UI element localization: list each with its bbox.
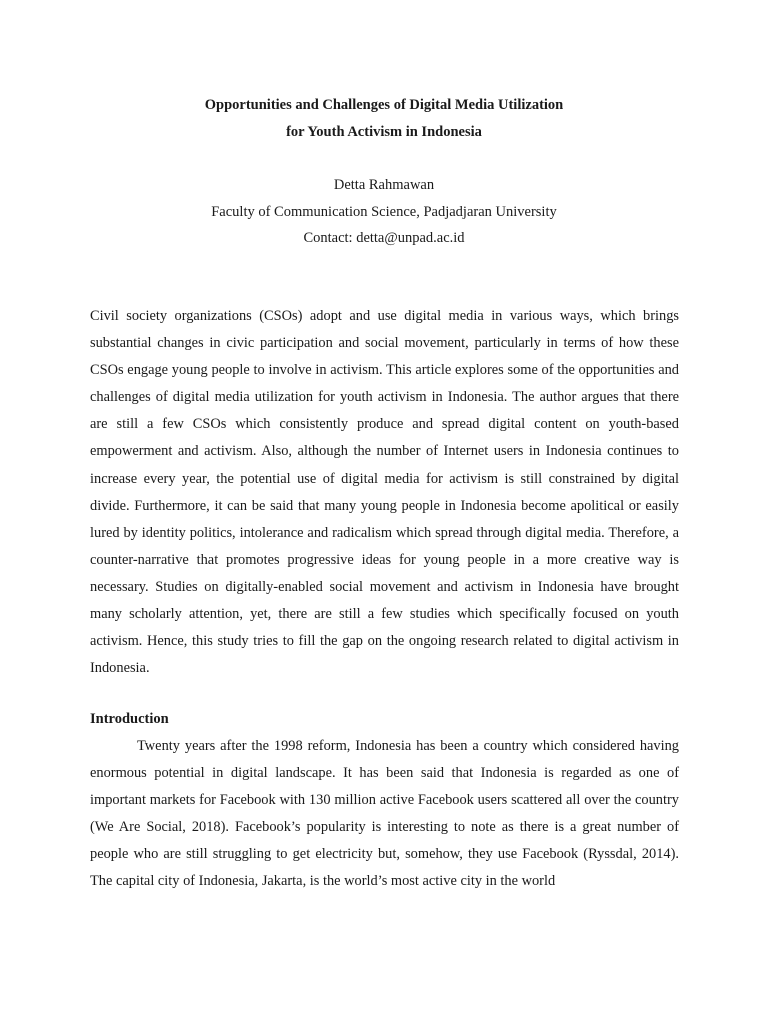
section-heading-introduction: Introduction — [90, 711, 169, 727]
paper-title — [90, 92, 678, 146]
author-affiliation: Faculty of Communication Science, Padjadjaran University — [211, 203, 557, 220]
paper-title-line-2: for Youth Activism in Indonesia — [286, 124, 482, 140]
abstract-paragraph: Civil society organizations (CSOs) adopt and use digital media in various ways, which brings substantial changes in civic participation and social movement, particularly in terms of how these CSOs engage young people to involve in activism. This article explores some of the opportunities and challenges of digital media utilization for youth activism in Indonesia. The author argues that there are still a few CSOs which consistently produce and spread digital content on youth-based empowerment and activism. Also, although the number of Internet users in Indonesia continues to increase every year, the potential use of digital media for activism is still constrained by digital divide. Furthermore, it can be said that many young people in Indonesia become apolitical or easily lured by identity politics, intolerance and radicalism which spread through digital media. Therefore, a counter-narrative that promotes progressive ideas for young people in a more creative way is necessary. Studies on digitally-enabled social movement and activism in Indonesia have brought many scholarly attention, yet, there are still a few studies which specifically focused on youth activism. Hence, this study tries to fill the gap on the ongoing research related to digital activism in Indonesia. — [90, 308, 679, 677]
author-name: Detta Rahmawan — [333, 177, 435, 193]
paper-title-line-1: Opportunities and Challenges of Digital Media Utilization — [204, 97, 564, 113]
author-contact: Contact: detta@unpad.ac.id — [303, 230, 465, 246]
author-info — [90, 172, 678, 252]
introduction-paragraph: Twenty years after the 1998 reform, Indonesia has been a country which considered having enormous potential in digital landscape. It has been said that Indonesia is regarded as one of important markets for Facebook with 130 million active Facebook users scattered all over the country (We Are Social, 2018). Facebook’s popularity is interesting to note as there is a great number of people who are still struggling to get electricity but, somehow, they use Facebook (Ryssdal, 2014). The capital city of Indonesia, Jakarta, is the world’s most active city in the world — [90, 738, 679, 890]
